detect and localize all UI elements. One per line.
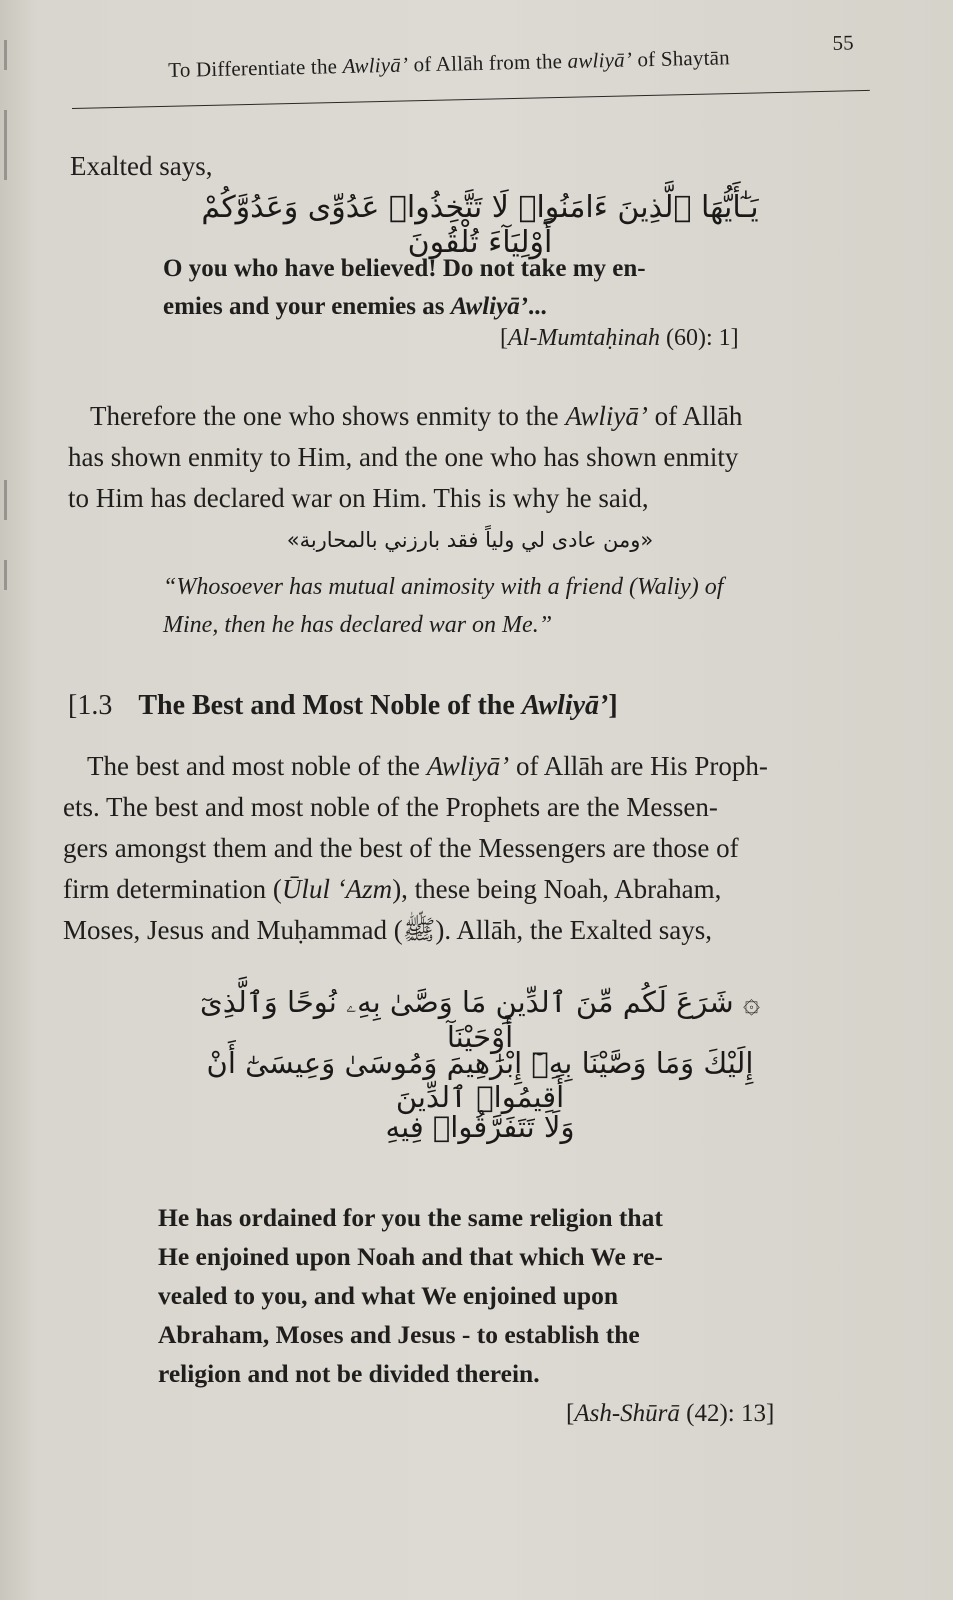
verse-reference: [Al-Mumtaḥinah (60): 1] xyxy=(500,325,739,351)
quran-verse-arabic-line2: إِلَيْكَ وَمَا وَصَّيْنَا بِهِۦٓ إِبْرَٰهِيمَ وَمُوسَىٰ وَعِيسَىٰٓ أَنْ أَقِيمُوا۟ ٱلدِّينَ xyxy=(206,1046,754,1114)
quran-verse-arabic-line3: وَلَا تَتَفَرَّقُوا۟ فِيهِ xyxy=(385,1110,575,1144)
edge-mark xyxy=(4,480,7,520)
header-awliya: Awliyā’ xyxy=(342,52,409,79)
section-number: [1.3 xyxy=(68,690,113,721)
header-text-mid: of Allāh from the xyxy=(407,48,568,77)
header-text-post: of Shaytān xyxy=(631,45,731,72)
verse-line: emies and your enemies as Awliyā’... xyxy=(163,293,547,320)
edge-mark xyxy=(4,40,7,70)
verse-translation xyxy=(163,250,773,326)
verse-translation-shura: He has ordained for you the same religion that He enjoined upon Noah and that which We re- vealed to you, and what We enjoined upon Abraham, Moses and Jesus - to establish the religion and not be divided therein. xyxy=(158,1203,663,1388)
paragraph-exalted-says: Exalted says, xyxy=(70,151,213,181)
running-header xyxy=(168,30,868,83)
header-awliya-lower: awliyā’ xyxy=(567,47,633,73)
verse-reference-shura: [Ash-Shūrā (42): 13] xyxy=(566,1400,775,1427)
verse-line: O you who have believed! Do not take my en- xyxy=(163,255,646,282)
header-rule xyxy=(72,90,870,109)
page-edge xyxy=(0,0,18,1600)
hadith-translation: “Whosoever has mutual animosity with a friend (Waliy) of Mine, then he has declared war on Me.” xyxy=(163,574,724,638)
quran-verse-arabic-line1: ۞ شَرَعَ لَكُم مِّنَ ٱلدِّينِ مَا وَصَّىٰ بِهِۦ نُوحًا وَٱلَّذِىٓ أَوْحَيْنَآ xyxy=(200,985,760,1054)
edge-mark xyxy=(4,560,7,590)
hadith-arabic: «ومن عادى لي ولياً فقد بارزني بالمحاربة» xyxy=(286,528,654,552)
paragraph-enmity: Therefore the one who shows enmity to the Awliyā’ of Allāh has shown enmity to Him, and the one who has shown enmity to Him has declared war on Him. This is why he said, xyxy=(68,401,743,513)
header-text-pre: To Differentiate the xyxy=(168,54,343,82)
paragraph-prophets: The best and most noble of the Awliyā’ of Allāh are His Proph- ets. The best and most noble of the Prophets are the Messen- gers amongst them and the best of the Messengers are those of firm determination (Ūlul ‘Azm), these being Noah, Abraham, Moses, Jesus and Muḥammad (ﷺ). Allāh, the Exalted says, xyxy=(63,751,768,945)
edge-mark xyxy=(4,110,7,180)
page-number: 55 xyxy=(832,30,855,55)
quran-verse-arabic: يَـٰٓأَيُّهَا ٱلَّذِينَ ءَامَنُوا۟ لَا تَتَّخِذُوا۟ عَدُوِّى وَعَدُوَّكُمْ أَوْلِيَآءَ تُلْقُونَ xyxy=(201,190,759,260)
section-title: The Best and Most Noble of the xyxy=(138,690,522,721)
section-heading: [1.3 The Best and Most Noble of the Awliyā’] xyxy=(68,690,618,721)
